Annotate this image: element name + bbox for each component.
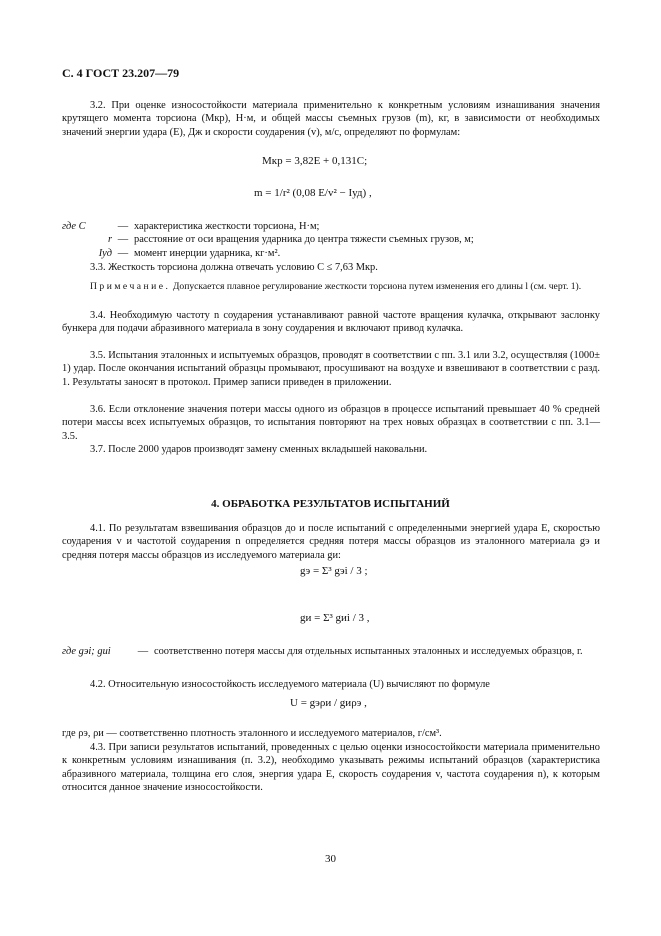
formula-torque: Mкр = 3,82E + 0,131C; — [262, 155, 368, 167]
paragraph-4-1: 4.1. По результатам взвешивания образцов до и после испытаний с определенными энергией удара E, скоростью соударения v и частотой соударения n определяется средняя потеря массы образцов из эталонного материала gэ и средняя потеря массы образцов из исследуемого материала gи: — [62, 523, 600, 561]
formula-g-etalon: gэ = Σ³ gэi / 3 ; — [300, 565, 368, 577]
definition-row: r — расстояние от оси вращения ударника до центра тяжести съемных грузов, м; — [107, 234, 474, 246]
paragraph-3-7: 3.7. После 2000 ударов производят замену сменных вкладышей наковальни. — [90, 444, 428, 455]
paragraph-3-2: 3.2. При оценке износостойкости материала применительно к конкретным условиям изнашивания значения крутящего момента торсиона (Mкр), Н·м, и общей массы съемных грузов (m), кг, в зависимости от необходимых значений энергии удара (E), Дж и скорости соударения (v), м/с, определяют по формулам: — [62, 100, 600, 138]
definition-row: Iуд — момент инерции ударника, кг·м². — [98, 247, 281, 259]
paragraph-3-4: 3.4. Необходимую частоту n соударения устанавливают равной частоте вращения кулачка, открывают заслонку бункера для подачи абразивного материала в зону соударения и включают привод кулачка. — [62, 310, 600, 335]
paragraph-3-6: 3.6. Если отклонение значения потери массы одного из образцов в процессе испытаний превышает 40 % средней потери массы всех испытуемых образцов, то испытания повторяют на трех новых образцах в соответствии с пп. 3.1—3.5. — [62, 404, 600, 442]
paragraph-3-5: 3.5. Испытания эталонных и испытуемых образцов, проводят в соответствии с пп. 3.1 или 3.2, осуществляя (1000± 1) удар. После окончания испытаний образцы промывают, просушивают на воздухе и взвешивают в соответствии с разд. 1. Результаты заносят в протокол. Пример записи приведен в приложении. — [62, 350, 600, 388]
paragraph-3-3: 3.3. Жесткость торсиона должна отвечать условию C ≤ 7,63 Mкр. — [90, 262, 378, 273]
definitions-1 — [62, 220, 474, 260]
note: Примечание. Допускается плавное регулирование жесткости торсиона путем изменения его длины l (см. черт. 1). — [90, 281, 582, 292]
formula-g-test: gи = Σ³ gиi / 3 , — [300, 612, 370, 624]
paragraph-4-2-where: где ρэ, ρи — соответственно плотность эталонного и исследуемого материалов, г/см³. — [62, 728, 442, 739]
page-header: С. 4 ГОСТ 23.207—79 — [62, 66, 180, 80]
formula-mass: m = 1/r² (0,08 E/v² − Iуд) , — [254, 187, 372, 199]
paragraph-4-2: 4.2. Относительную износостойкость исследуемого материала (U) вычисляют по формуле — [90, 679, 490, 690]
definition-row: где C — характеристика жесткости торсиона, Н·м; — [62, 221, 320, 232]
page-number: 30 — [325, 853, 336, 865]
section-title-4: 4. ОБРАБОТКА РЕЗУЛЬТАТОВ ИСПЫТАНИЙ — [211, 498, 450, 510]
paragraph-4-3: 4.3. При записи результатов испытаний, проведенных с целью оценки износостойкости материала применительно к конкретным условиям изнашивания (п. 3.2), необходимо указывать режимы испытаний образцов (характеристика абразивного материала, толщина его слоя, энергия удара E, скорость соударения v, частота соударения n), к которым относится данное значение износостойкости. — [62, 742, 600, 793]
definitions-2: где gэi; gиi — соответственно потеря массы для отдельных испытанных эталонных и исследуемых образцов, г. — [62, 646, 583, 657]
formula-U: U = gэρи / gиρэ , — [290, 697, 367, 709]
